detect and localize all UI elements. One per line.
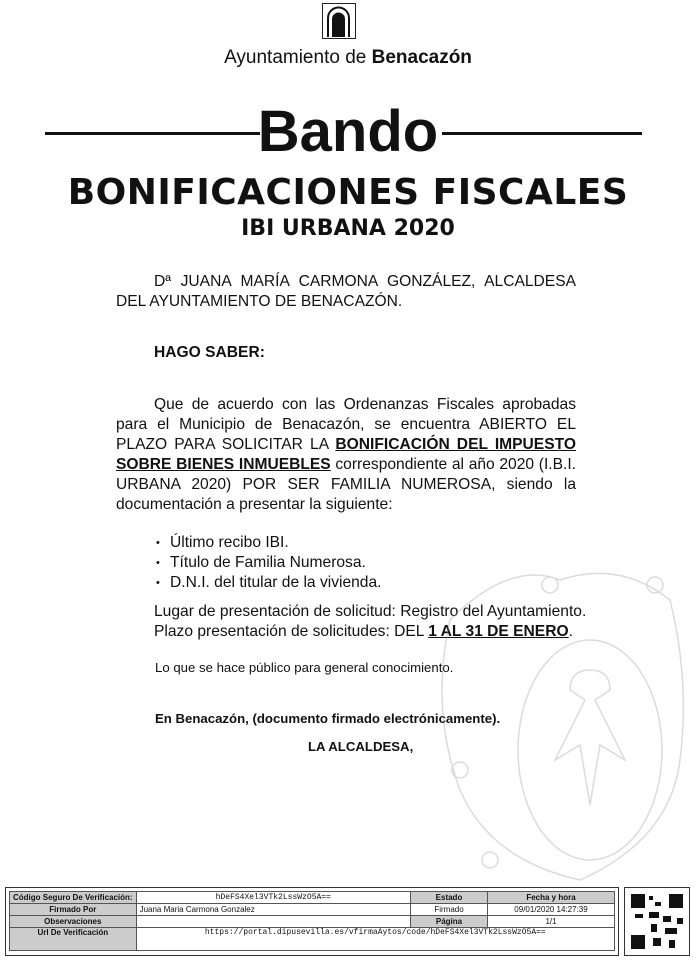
observaciones-value xyxy=(136,916,410,928)
hago-saber: HAGO SABER: xyxy=(154,344,265,361)
list-item: • Último recibo IBI. xyxy=(170,533,381,553)
arch-logo-icon xyxy=(322,3,356,39)
estado-label: Estado xyxy=(411,892,488,904)
firmado-label: Firmado Por xyxy=(10,904,137,916)
submission-place: Lugar de presentación de solicitud: Registro del Ayuntamiento. xyxy=(154,603,587,620)
signer-title: LA ALCALDESA, xyxy=(308,739,414,754)
document-title: BONIFICACIONES FISCALES xyxy=(67,172,629,213)
list-item: • Título de Familia Numerosa. xyxy=(170,553,381,573)
document-subtitle: IBI URBANA 2020 xyxy=(241,216,455,241)
fecha-value: 09/01/2020 14:27:39 xyxy=(488,904,615,916)
signature-place: En Benacazón, (documento firmado electrónicamente). xyxy=(155,711,501,726)
requirements-list xyxy=(170,533,381,593)
firmado-value: Juana Maria Carmona Gonzalez xyxy=(136,904,410,916)
organization-name: Ayuntamiento de Benacazón xyxy=(224,47,472,68)
coat-of-arms-watermark-icon xyxy=(430,560,696,890)
qr-code-icon[interactable] xyxy=(624,887,690,956)
submission-deadline: Plazo presentación de solicitudes: DEL 1 AL 31 DE ENERO. xyxy=(154,623,573,640)
public-notice: Lo que se hace público para general conocimiento. xyxy=(155,660,454,675)
estado-value: Firmado xyxy=(411,904,488,916)
pagina-value: 1/1 xyxy=(488,916,615,928)
body-paragraph: Que de acuerdo con las Ordenanzas Fiscales aprobadas para el Municipio de Benacazón, se encuentra ABIERTO EL PLAZO PARA SOLICITAR LA BONIFICACIÓN DEL IMPUESTO SOBRE BIENES INMUEBLES correspondiente al año 2020 (I.B.I. URBANA 2020) POR SER FAMILIA NUMEROSA, siendo la documentación a presentar la siguiente: xyxy=(116,396,577,513)
verification-url[interactable]: https://portal.dipusevilla.es/vfirmaAytos/code/hDeFS4Xel3VTk2LssWzO5A== xyxy=(136,928,614,951)
csv-label: Código Seguro De Verificación: xyxy=(10,892,137,904)
list-item: • D.N.I. del titular de la vivienda. xyxy=(170,573,381,593)
csv-value: hDeFS4Xel3VTk2LssWzO5A== xyxy=(136,892,410,904)
fecha-label: Fecha y hora xyxy=(488,892,615,904)
url-label: Url De Verificación xyxy=(10,928,137,951)
observaciones-label: Observaciones xyxy=(10,916,137,928)
signature-block xyxy=(5,887,619,956)
document-kind: Bando xyxy=(257,99,439,164)
intro-paragraph: Dª JUANA MARÍA CARMONA GONZÁLEZ, ALCALDESA DEL AYUNTAMIENTO DE BENACAZÓN. xyxy=(116,273,576,310)
pagina-label: Página xyxy=(411,916,488,928)
